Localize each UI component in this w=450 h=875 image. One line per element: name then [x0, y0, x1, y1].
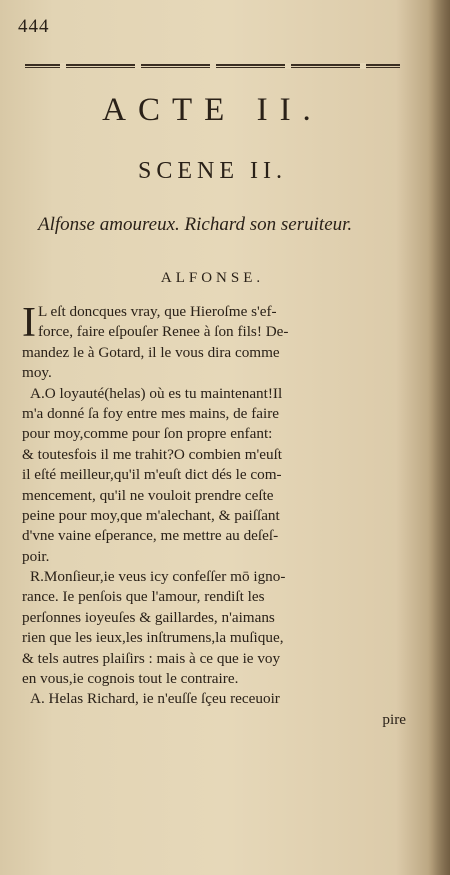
text-line: A. Helas Richard, ie n'euſſe ſçeu receuoir	[30, 690, 280, 708]
body-text	[22, 302, 414, 730]
drop-cap: I	[22, 300, 36, 346]
text-line: A.O loyauté(helas) où es tu maintenant!Il	[30, 384, 283, 402]
text-line: mandez le à Gotard, il le vous dira comme	[22, 343, 280, 361]
characters-line: Alfonse amoureux. Richard son seruiteur.	[38, 214, 353, 235]
text-line: rance. Ie penſois que l'amour, rendiſt les	[22, 588, 265, 606]
page-gutter-shadow	[428, 0, 450, 875]
catchword: pire	[382, 710, 406, 728]
text-line: en vous,ie cognois tout le contraire.	[22, 670, 239, 688]
text-line: perſonnes ioyeuſes & gaillardes, n'aimans	[22, 608, 275, 626]
text-line: mencement, qu'il ne vouloit prendre ceſte	[22, 486, 274, 504]
text-line: moy.	[22, 364, 52, 382]
act-title: ACTE II.	[102, 92, 323, 128]
text-line: L eſt doncques vray, que Hieroſme s'ef-	[38, 303, 277, 320]
text-line: poir.	[22, 547, 50, 565]
text-line: & tels autres plaiſirs : mais à ce que ie voy	[22, 649, 281, 667]
text-line: rien que les ieux,les inſtrumens,la muſique,	[22, 629, 284, 647]
text-line: R.Monſieur,ie veus icy confeſſer mō igno-	[30, 568, 286, 586]
text-line: d'vne vaine eſperance, me mettre au deſeſ-	[22, 527, 279, 545]
scene-title: SCENE II.	[138, 158, 287, 184]
speaker-heading: ALFONSE.	[160, 270, 265, 286]
text-line: m'a donné ſa foy entre mes mains, de faire	[22, 404, 280, 422]
page-number: 444	[18, 16, 50, 37]
header-rule-gaps	[25, 63, 400, 69]
text-line: pour moy,comme pour ſon propre enfant:	[22, 425, 273, 443]
text-line: force, faire eſpouſer Renee à ſon fils! De-	[38, 323, 289, 341]
text-line: il eſté meilleur,qu'il m'euſt dict dés le com-	[22, 466, 282, 484]
text-line: & toutesfois il me trahit?O combien m'euſt	[22, 445, 283, 463]
text-line: peine pour moy,que m'alechant, & paiſſant	[22, 506, 280, 524]
